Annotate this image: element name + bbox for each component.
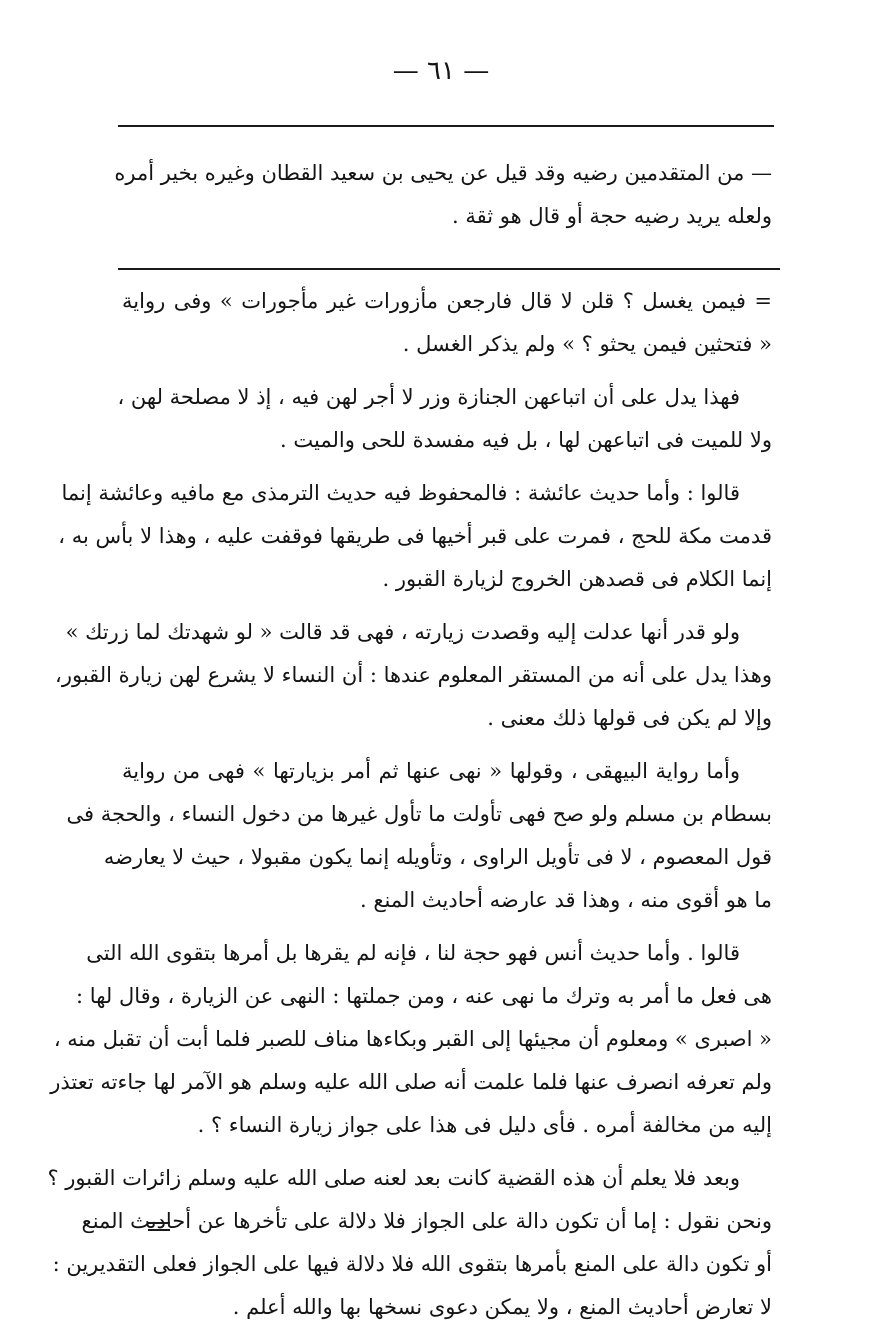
text-line: ولا للميت فى اتباعهن لها ، بل فيه مفسدة للحى والميت . bbox=[280, 428, 772, 452]
text-line: ولو قدر أنها عدلت إليه وقصدت زيارته ، فهى قد قالت « لو شهدتك لما زرتك » bbox=[65, 620, 740, 644]
paragraph bbox=[117, 376, 772, 462]
text-line: لا تعارض أحاديث المنع ، ولا يمكن دعوى نسخها بها والله أعلم . bbox=[232, 1295, 772, 1319]
page-number: — ٦١ — bbox=[392, 56, 490, 86]
text-line: إليه من مخالفة أمره . فأى دليل فى هذا على جواز زيارة النساء ؟ . bbox=[197, 1113, 772, 1137]
text-line: ونحن نقول : إما أن تكون دالة على الجواز فلا دلالة على تأخرها عن أحاديث المنع bbox=[81, 1209, 772, 1233]
footnote-line: ولعله يريد رضيه حجة أو قال هو ثقة . bbox=[452, 204, 772, 228]
paragraph bbox=[47, 1157, 772, 1329]
text-line: فهذا يدل على أن اتباعهن الجنازة وزر لا أجر لهن فيه ، إذ لا مصلحة لهن ، bbox=[117, 385, 740, 409]
footnote-line: — من المتقدمين رضيه وقد قيل عن يحيى بن سعيد القطان وغيره بخير أمره bbox=[114, 161, 772, 185]
text-line: قالوا . وأما حديث أنس فهو حجة لنا ، فإنه لم يقرها بل أمرها بتقوى الله التى bbox=[86, 941, 740, 965]
text-line: وأما رواية البيهقى ، وقولها « نهى عنها ثم أمر بزيارتها » فهى من رواية bbox=[122, 759, 740, 783]
paragraph bbox=[66, 750, 772, 922]
text-line: أو تكون دالة على المنع بأمرها بتقوى الله فلا دلالة فيها على الجواز فعلى التقديرين : bbox=[52, 1252, 772, 1276]
text-line: بسطام بن مسلم ولو صح فهى تأولت ما تأول غيرها من دخول النساء ، والحجة فى bbox=[66, 802, 772, 826]
text-line: قالوا : وأما حديث عائشة : فالمحفوظ فيه حديث الترمذى مع مافيه وعائشة إنما bbox=[61, 481, 740, 505]
text-line: هى فعل ما أمر به وترك ما نهى عنه ، ومن جملتها : النهى عن الزيارة ، وقال لها : bbox=[76, 984, 772, 1008]
footnote-continuation bbox=[114, 152, 772, 238]
paragraph bbox=[55, 611, 772, 740]
text-line: « فتحثين فيمن يحثو ؟ » ولم يذكر الغسل . bbox=[402, 332, 772, 356]
text-line: قدمت مكة للحج ، فمرت على قبر أخيها فى طريقها فوقفت عليه ، وهذا لا بأس به ، bbox=[58, 524, 772, 548]
text-line: « اصبرى » ومعلوم أن مجيئها إلى القبر وبكاءها مناف للصبر فلما أبت أن تقبل منه ، bbox=[53, 1027, 772, 1051]
text-line: وهذا يدل على أنه من المستقر المعلوم عندها : أن النساء لا يشرع لهن زيارة القبور، bbox=[55, 663, 772, 687]
paragraph bbox=[122, 280, 772, 366]
header-rule bbox=[118, 125, 774, 127]
text-line: قول المعصوم ، لا فى تأويل الراوى ، وتأويله إنما يكون مقبولا ، حيث لا يعارضه bbox=[103, 845, 772, 869]
text-line: ما هو أقوى منه ، وهذا قد عارضه أحاديث المنع . bbox=[360, 888, 772, 912]
text-line: ولم تعرفه انصرف عنها فلما علمت أنه صلى الله عليه وسلم هو الآمر لها جاءته تعتذر bbox=[50, 1070, 772, 1094]
text-line: = فيمن يغسل ؟ قلن لا قال فارجعن مأزورات غير مأجورات » وفى رواية bbox=[122, 289, 772, 313]
main-text bbox=[47, 280, 772, 1329]
end-of-section-mark bbox=[148, 1222, 170, 1232]
text-line: وإلا لم يكن فى قولها ذلك معنى . bbox=[487, 706, 772, 730]
paragraph bbox=[58, 472, 772, 601]
text-line: إنما الكلام فى قصدهن الخروج لزيارة القبور . bbox=[382, 567, 772, 591]
paragraph bbox=[50, 932, 772, 1147]
footnote-separator-rule bbox=[118, 268, 780, 270]
text-line: وبعد فلا يعلم أن هذه القضية كانت بعد لعنه صلى الله عليه وسلم زائرات القبور ؟ bbox=[47, 1166, 740, 1190]
